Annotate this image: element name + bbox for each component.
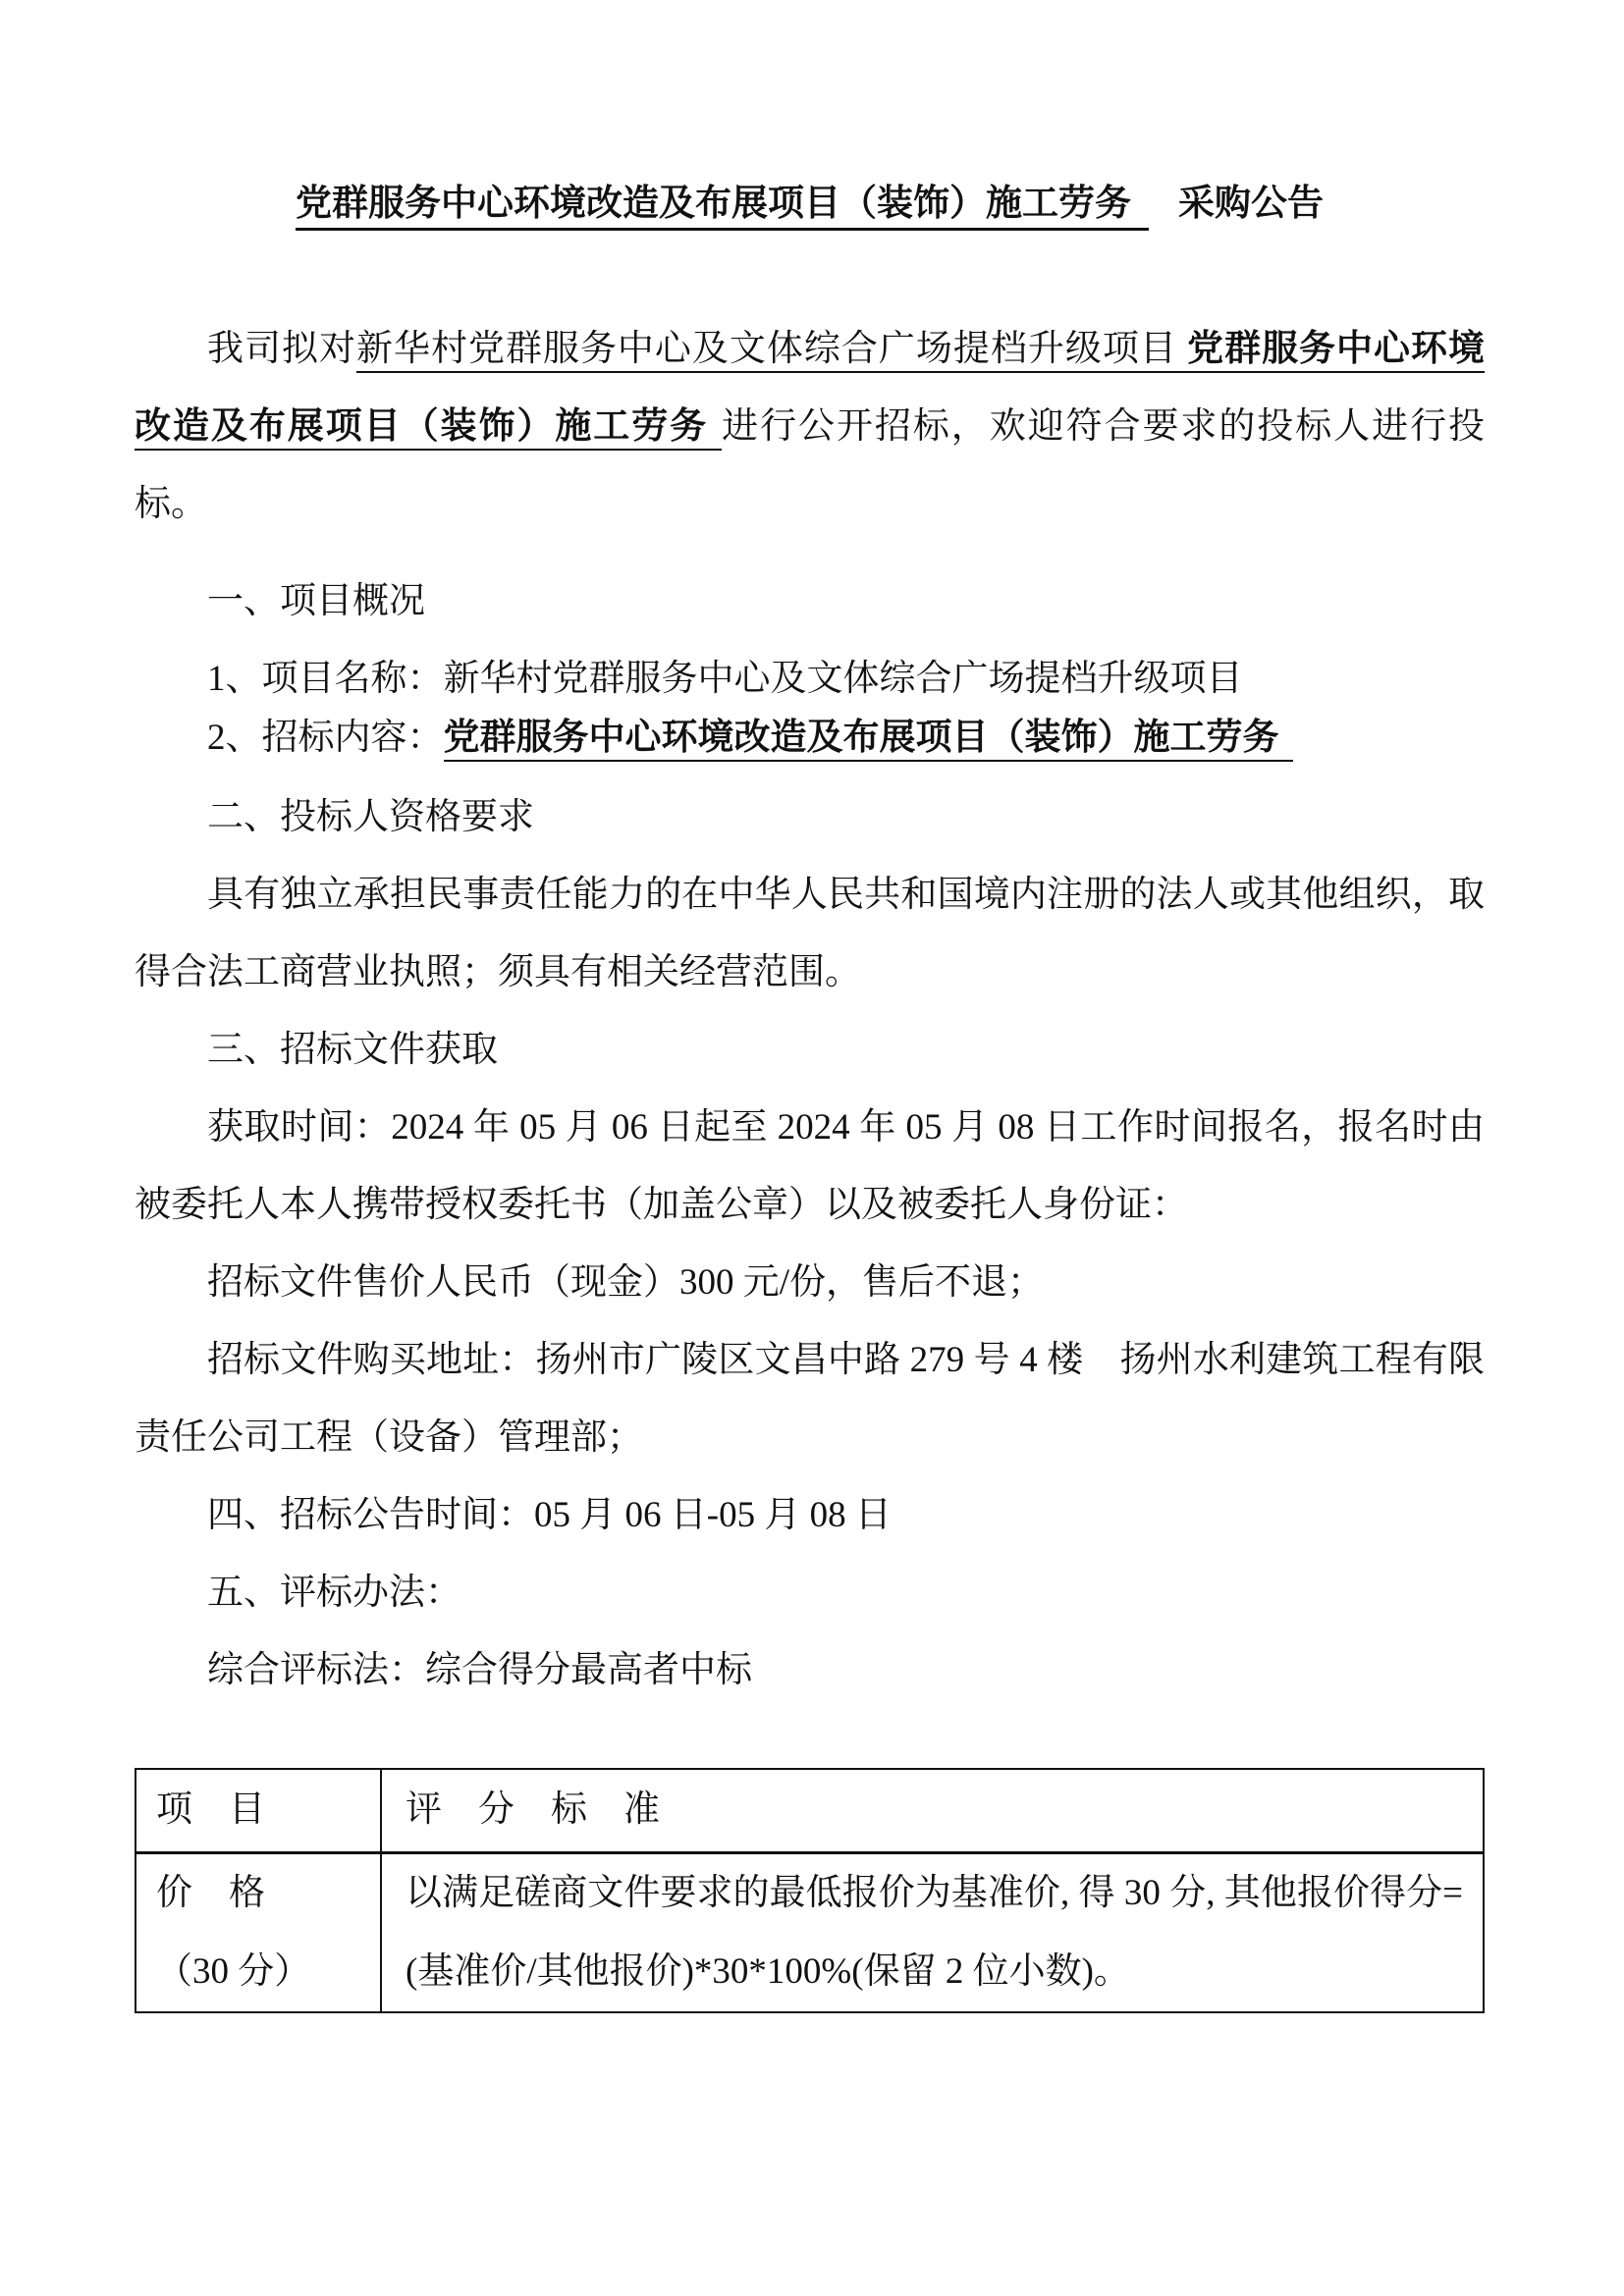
paragraph-purchase-address: 招标文件购买地址：扬州市广陵区文昌中路 279 号 4 楼 扬州水利建筑工程有限责任公司工程（设备）管理部； (135, 1340, 1485, 1458)
paragraph-qualification: 具有独立承担民事责任能力的在中华人民共和国境内注册的法人或其他组织，取得合法工商营业执照；须具有相关经营范围。 (135, 875, 1485, 992)
item-bid-content-value: 党群服务中心环境改造及布展项目（装饰）施工劳务 (444, 718, 1293, 762)
item-bid-content-prefix: 2、招标内容： (207, 718, 444, 758)
intro-package-name: 党群服务中心环境改造及布展项目（装饰）施工劳务 (135, 329, 1485, 451)
price-item-score: （30 分） (156, 1950, 311, 1992)
section-heading-document-acquisition: 三、招标文件获取 (207, 1030, 498, 1070)
item-project-name: 1、项目名称：新华村党群服务中心及文体综合广场提档升级项目 (207, 659, 1243, 699)
title-suffix: 采购公告 (1178, 184, 1324, 224)
intro-project-name: 新华村党群服务中心及文体综合广场提档升级项目 (356, 329, 1187, 373)
price-item-cell (135, 1852, 381, 2012)
intro-lead: 我司拟对 (207, 329, 356, 369)
table-header-item: 项 目 (135, 1769, 381, 1852)
document-title (135, 177, 1485, 232)
paragraph-acquisition-time: 获取时间：2024 年 05 月 06 日起至 2024 年 05 月 08 日工作时间报名，报名时由被委托人本人携带授权委托书（加盖公章）以及被委托人身份证： (135, 1107, 1485, 1225)
paragraph-evaluation-rule: 综合评标法：综合得分最高者中标 (207, 1650, 752, 1690)
title-underlined-text: 党群服务中心环境改造及布展项目（装饰）施工劳务 (296, 184, 1149, 231)
item-bid-content (135, 708, 1485, 769)
table-row-price (135, 1852, 1484, 2012)
section-heading-evaluation-method: 五、评标办法： (207, 1573, 461, 1613)
intro-tail: 进行公开招标，欢迎符合要求的投标人进行投标。 (135, 406, 1486, 524)
price-criteria-cell: 以满足磋商文件要求的最低报价为基准价, 得 30 分, 其他报价得分=(基准价/其他报价)*30*100%(保留 2 位小数)。 (381, 1852, 1484, 2012)
section-heading-announcement-time: 四、招标公告时间：05 月 06 日-05 月 08 日 (207, 1495, 892, 1535)
section-heading-overview: 一、项目概况 (207, 581, 425, 621)
table-header-row (135, 1769, 1484, 1852)
table-header-criteria: 评 分 标 准 (381, 1769, 1484, 1852)
paragraph-document-price: 招标文件售价人民币（现金）300 元/份，售后不退； (207, 1262, 1045, 1303)
price-item-label: 价 格 (156, 1872, 265, 1913)
scoring-table (135, 1768, 1485, 2013)
section-heading-qualification: 二、投标人资格要求 (207, 797, 534, 837)
intro-paragraph (135, 310, 1485, 543)
